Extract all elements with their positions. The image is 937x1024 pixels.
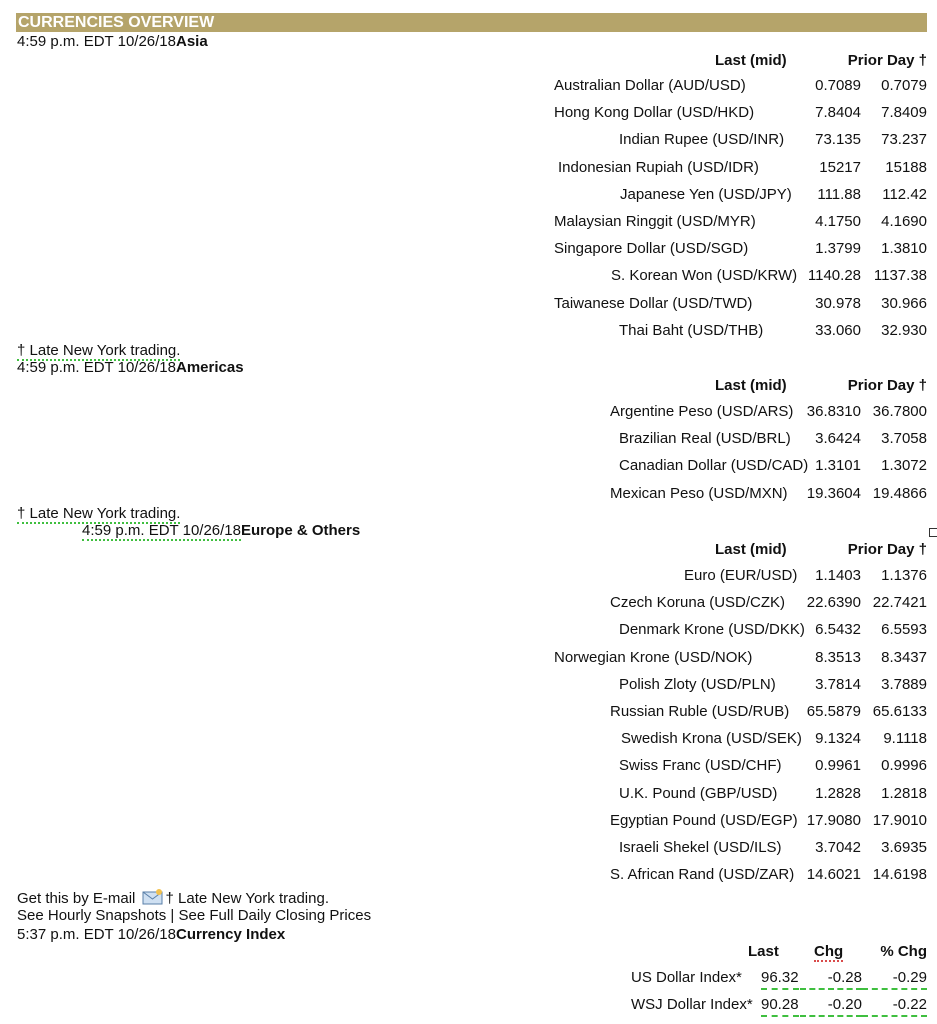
page-title: CURRENCIES OVERVIEW	[16, 13, 927, 32]
currency-name: Swiss Franc (USD/CHF)	[619, 757, 782, 775]
table-row	[0, 239, 937, 259]
table-row	[0, 838, 937, 858]
table-row	[0, 185, 937, 205]
last-value: 33.060	[815, 321, 861, 339]
last-value: 8.3513	[815, 648, 861, 666]
prior-value: 1.3810	[881, 240, 927, 258]
table-row	[0, 212, 937, 232]
email-footnote: † Late New York trading.	[165, 890, 329, 907]
last-value: 73.135	[815, 131, 861, 149]
last-value: 4.1750	[815, 213, 861, 230]
prior-value: 19.4866	[872, 484, 927, 502]
last-value: 1.2828	[815, 784, 861, 802]
index-timestamp: 5:37 p.m. EDT 10/26/18Currency Index	[17, 926, 286, 943]
index-last-value: 96.32	[761, 968, 799, 990]
prior-value: 3.7058	[881, 430, 927, 448]
prior-value: 0.9996	[881, 757, 927, 775]
table-row	[0, 321, 937, 341]
prior-value: 0.7079	[881, 77, 927, 94]
table-row	[0, 76, 937, 96]
index-pct-value: -0.22	[862, 995, 927, 1017]
currency-name: Swedish Krona (USD/SEK)	[621, 730, 802, 748]
table-row	[0, 675, 937, 695]
asia-timestamp: 4:59 p.m. EDT 10/26/18Asia	[17, 33, 208, 50]
currency-name: Polish Zloty (USD/PLN)	[619, 675, 776, 693]
index-last-value: 90.28	[761, 995, 799, 1017]
prior-value: 30.966	[881, 294, 927, 312]
currency-name: Israeli Shekel (USD/ILS)	[619, 839, 782, 856]
currency-name: Euro (EUR/USD)	[684, 567, 798, 584]
last-value: 15217	[819, 158, 861, 176]
currency-name: Canadian Dollar (USD/CAD)	[619, 457, 809, 475]
table-row	[0, 756, 937, 776]
index-header-chg: Chg	[814, 943, 844, 960]
last-value: 111.88	[817, 185, 861, 203]
currency-name: Brazilian Real (USD/BRL)	[619, 430, 791, 448]
table-row	[0, 266, 937, 286]
last-value: 0.9961	[815, 757, 861, 775]
currency-name: Australian Dollar (AUD/USD)	[554, 77, 746, 94]
table-row	[0, 811, 937, 831]
americas-header-last: Last (mid)	[715, 377, 787, 394]
last-value: 3.6424	[815, 430, 861, 448]
table-row	[0, 484, 937, 504]
table-row	[0, 648, 937, 668]
table-row	[0, 402, 937, 422]
last-value: 1.3101	[815, 457, 861, 475]
asia-footnote: † Late New York trading.	[17, 342, 181, 359]
corner-marker	[929, 528, 937, 537]
last-value: 65.5879	[806, 703, 861, 720]
currency-name: Japanese Yen (USD/JPY)	[620, 185, 792, 203]
currency-name: Denmark Krone (USD/DKK)	[619, 621, 805, 639]
currency-name: Russian Ruble (USD/RUB)	[610, 703, 790, 720]
americas-header-prior: Prior Day †	[847, 377, 927, 394]
prior-value: 3.7889	[881, 675, 927, 693]
asia-header-last: Last (mid)	[715, 52, 787, 69]
currency-name: Egyptian Pound (USD/EGP)	[610, 811, 798, 829]
table-row	[0, 158, 937, 178]
table-row	[0, 294, 937, 314]
daily-closing-link[interactable]: See Full Daily Closing Prices	[178, 907, 372, 924]
index-chg-value: -0.20	[800, 995, 862, 1017]
prior-value: 7.8409	[881, 104, 927, 122]
last-value: 1.1403	[815, 567, 861, 584]
prior-value: 1137.38	[873, 267, 927, 285]
last-value: 3.7814	[815, 675, 861, 693]
last-value: 14.6021	[806, 866, 861, 884]
prior-value: 32.930	[881, 321, 927, 339]
prior-value: 36.7800	[872, 403, 927, 420]
last-value: 7.8404	[815, 104, 861, 122]
currency-name: U.K. Pound (GBP/USD)	[619, 784, 778, 802]
table-row	[0, 784, 937, 804]
currency-name: Czech Koruna (USD/CZK)	[610, 594, 786, 612]
currency-name: Norwegian Krone (USD/NOK)	[554, 648, 753, 666]
prior-value: 1.2818	[881, 784, 927, 802]
prior-value: 73.237	[881, 131, 927, 149]
index-header-pct: % Chg	[880, 943, 927, 960]
prior-value: 1.1376	[881, 567, 927, 584]
americas-footnote: † Late New York trading.	[17, 505, 181, 522]
asia-header-prior: Prior Day †	[847, 52, 927, 69]
last-value: 19.3604	[806, 484, 861, 502]
prior-value: 3.6935	[881, 839, 927, 856]
table-row	[0, 593, 937, 613]
snapshot-links	[17, 907, 371, 925]
currency-name: Argentine Peso (USD/ARS)	[610, 403, 794, 420]
americas-timestamp: 4:59 p.m. EDT 10/26/18Americas	[17, 359, 244, 376]
currency-name: Indonesian Rupiah (USD/IDR)	[558, 158, 759, 176]
table-row	[0, 702, 937, 722]
prior-value: 112.42	[882, 185, 927, 203]
table-row	[0, 103, 937, 123]
index-header-last: Last	[748, 943, 779, 960]
table-row	[0, 456, 937, 476]
last-value: 9.1324	[815, 730, 861, 748]
currency-name: Hong Kong Dollar (USD/HKD)	[554, 104, 755, 122]
index-chg-value: -0.28	[800, 968, 862, 990]
prior-value: 6.5593	[881, 621, 927, 639]
currency-name: Indian Rupee (USD/INR)	[619, 131, 785, 149]
index-pct-value: -0.29	[862, 968, 927, 990]
table-row	[0, 566, 937, 586]
prior-value: 65.6133	[872, 703, 927, 720]
last-value: 0.7089	[815, 77, 861, 94]
last-value: 3.7042	[815, 839, 861, 856]
last-value: 6.5432	[815, 621, 861, 639]
index-name: WSJ Dollar Index*	[631, 996, 753, 1013]
table-row	[0, 729, 937, 749]
last-value: 22.6390	[806, 594, 861, 612]
europe-header-last: Last (mid)	[715, 541, 787, 558]
prior-value: 14.6198	[872, 866, 927, 884]
table-row	[0, 429, 937, 449]
currency-name: Malaysian Ringgit (USD/MYR)	[554, 213, 756, 230]
table-row	[0, 995, 937, 1015]
currency-name: Taiwanese Dollar (USD/TWD)	[554, 294, 753, 312]
europe-timestamp: 4:59 p.m. EDT 10/26/18Europe & Others	[82, 522, 361, 539]
currency-name: Mexican Peso (USD/MXN)	[610, 484, 788, 502]
prior-value: 22.7421	[872, 594, 927, 612]
prior-value: 1.3072	[881, 457, 927, 475]
prior-value: 8.3437	[881, 648, 927, 666]
table-row	[0, 865, 937, 885]
table-row	[0, 620, 937, 640]
currency-name: Thai Baht (USD/THB)	[619, 321, 764, 339]
prior-value: 9.1118	[883, 730, 927, 748]
last-value: 36.8310	[806, 403, 861, 420]
last-value: 1140.28	[807, 267, 861, 285]
table-row	[0, 968, 937, 988]
table-row	[0, 130, 937, 150]
prior-value: 15188	[885, 158, 927, 176]
last-value: 1.3799	[815, 240, 861, 258]
index-name: US Dollar Index*	[631, 969, 742, 986]
europe-header-prior: Prior Day †	[847, 541, 927, 558]
currency-name: Singapore Dollar (USD/SGD)	[554, 240, 749, 258]
last-value: 30.978	[815, 294, 861, 312]
prior-value: 4.1690	[881, 213, 927, 230]
currency-name: S. African Rand (USD/ZAR)	[610, 866, 795, 884]
hourly-snapshots-link[interactable]: See Hourly Snapshots	[17, 907, 167, 924]
currency-name: S. Korean Won (USD/KRW)	[611, 267, 798, 285]
prior-value: 17.9010	[872, 811, 927, 829]
email-link[interactable]: Get this by E-mail	[17, 890, 136, 907]
last-value: 17.9080	[806, 811, 861, 829]
link-separator: |	[166, 907, 179, 924]
